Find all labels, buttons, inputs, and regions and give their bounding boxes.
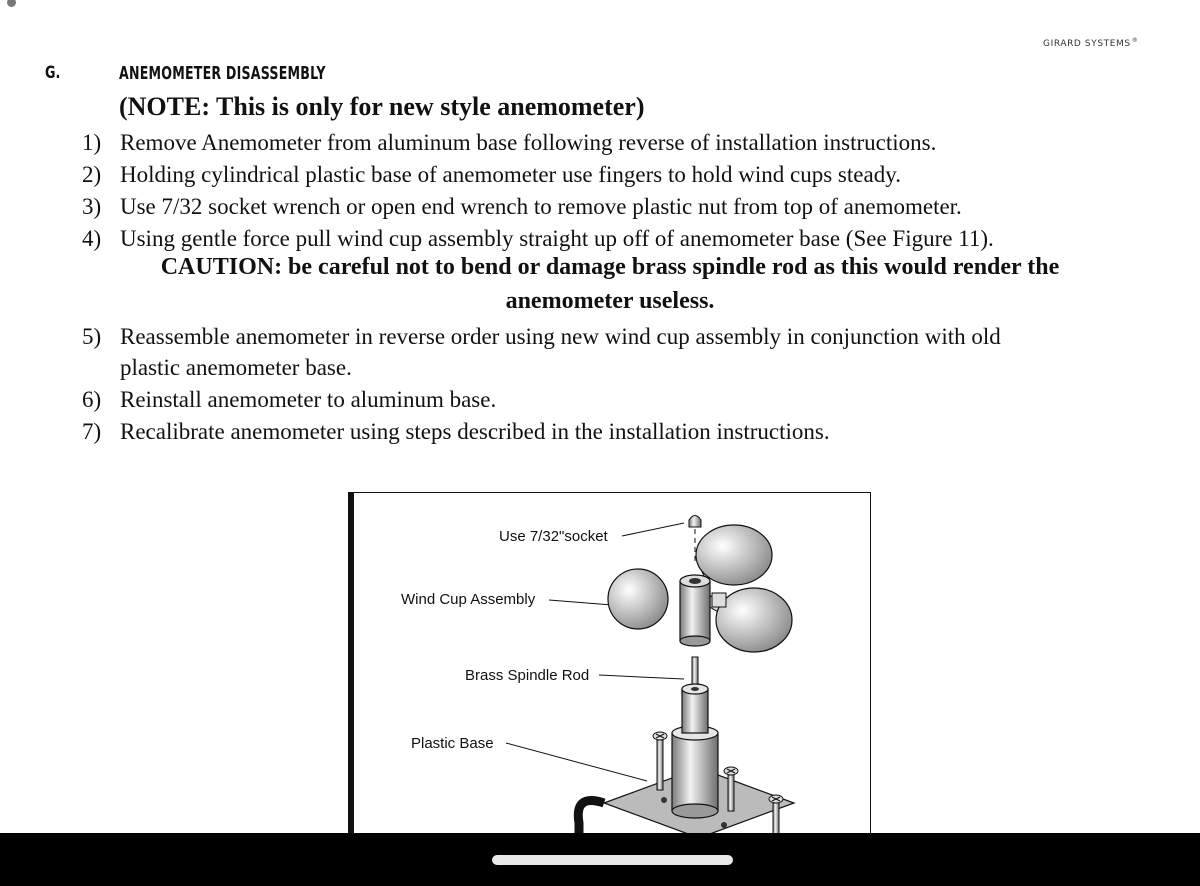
step-5: 5) Reassemble anemometer in reverse order using new wind cup assembly in conjunction with old	[82, 324, 1001, 349]
step-4: 4) Using gentle force pull wind cup assembly straight up off of anemometer base (See Figure 11).	[82, 226, 994, 251]
figure-11	[348, 492, 871, 842]
step-7: 7) Recalibrate anemometer using steps described in the installation instructions.	[82, 419, 830, 444]
caution-line-2: anemometer useless.	[505, 288, 715, 314]
label-plastic-base: Plastic Base	[411, 735, 494, 752]
label-wind-cup-assembly: Wind Cup Assembly	[401, 591, 536, 608]
nut-icon	[689, 516, 701, 528]
section-letter: G.	[45, 63, 61, 83]
step-6: 6) Reinstall anemometer to aluminum base.	[82, 387, 497, 412]
label-socket: Use 7/32"socket	[499, 528, 608, 545]
caution-line-1: CAUTION: be careful not to bend or damage brass spindle rod as this would render the	[160, 254, 1060, 280]
step-3: 3) Use 7/32 socket wrench or open end wrench to remove plastic nut from top of anemometer.	[82, 194, 962, 219]
step-5-continuation: plastic anemometer base.	[120, 355, 352, 380]
home-indicator[interactable]	[492, 855, 733, 865]
step-1: 1) Remove Anemometer from aluminum base following reverse of installation instructions.	[82, 130, 937, 155]
brand-logo: GIRARD SYSTEMS®	[1043, 37, 1139, 49]
page-corner-dot	[7, 0, 16, 7]
label-brass-spindle-rod: Brass Spindle Rod	[465, 667, 590, 684]
anemometer-illustration	[354, 493, 871, 842]
section-note: (NOTE: This is only for new style anemometer)	[119, 92, 645, 121]
step-2: 2) Holding cylindrical plastic base of anemometer use fingers to hold wind cups steady.	[82, 162, 901, 187]
section-title: ANEMOMETER DISASSEMBLY	[119, 63, 326, 84]
